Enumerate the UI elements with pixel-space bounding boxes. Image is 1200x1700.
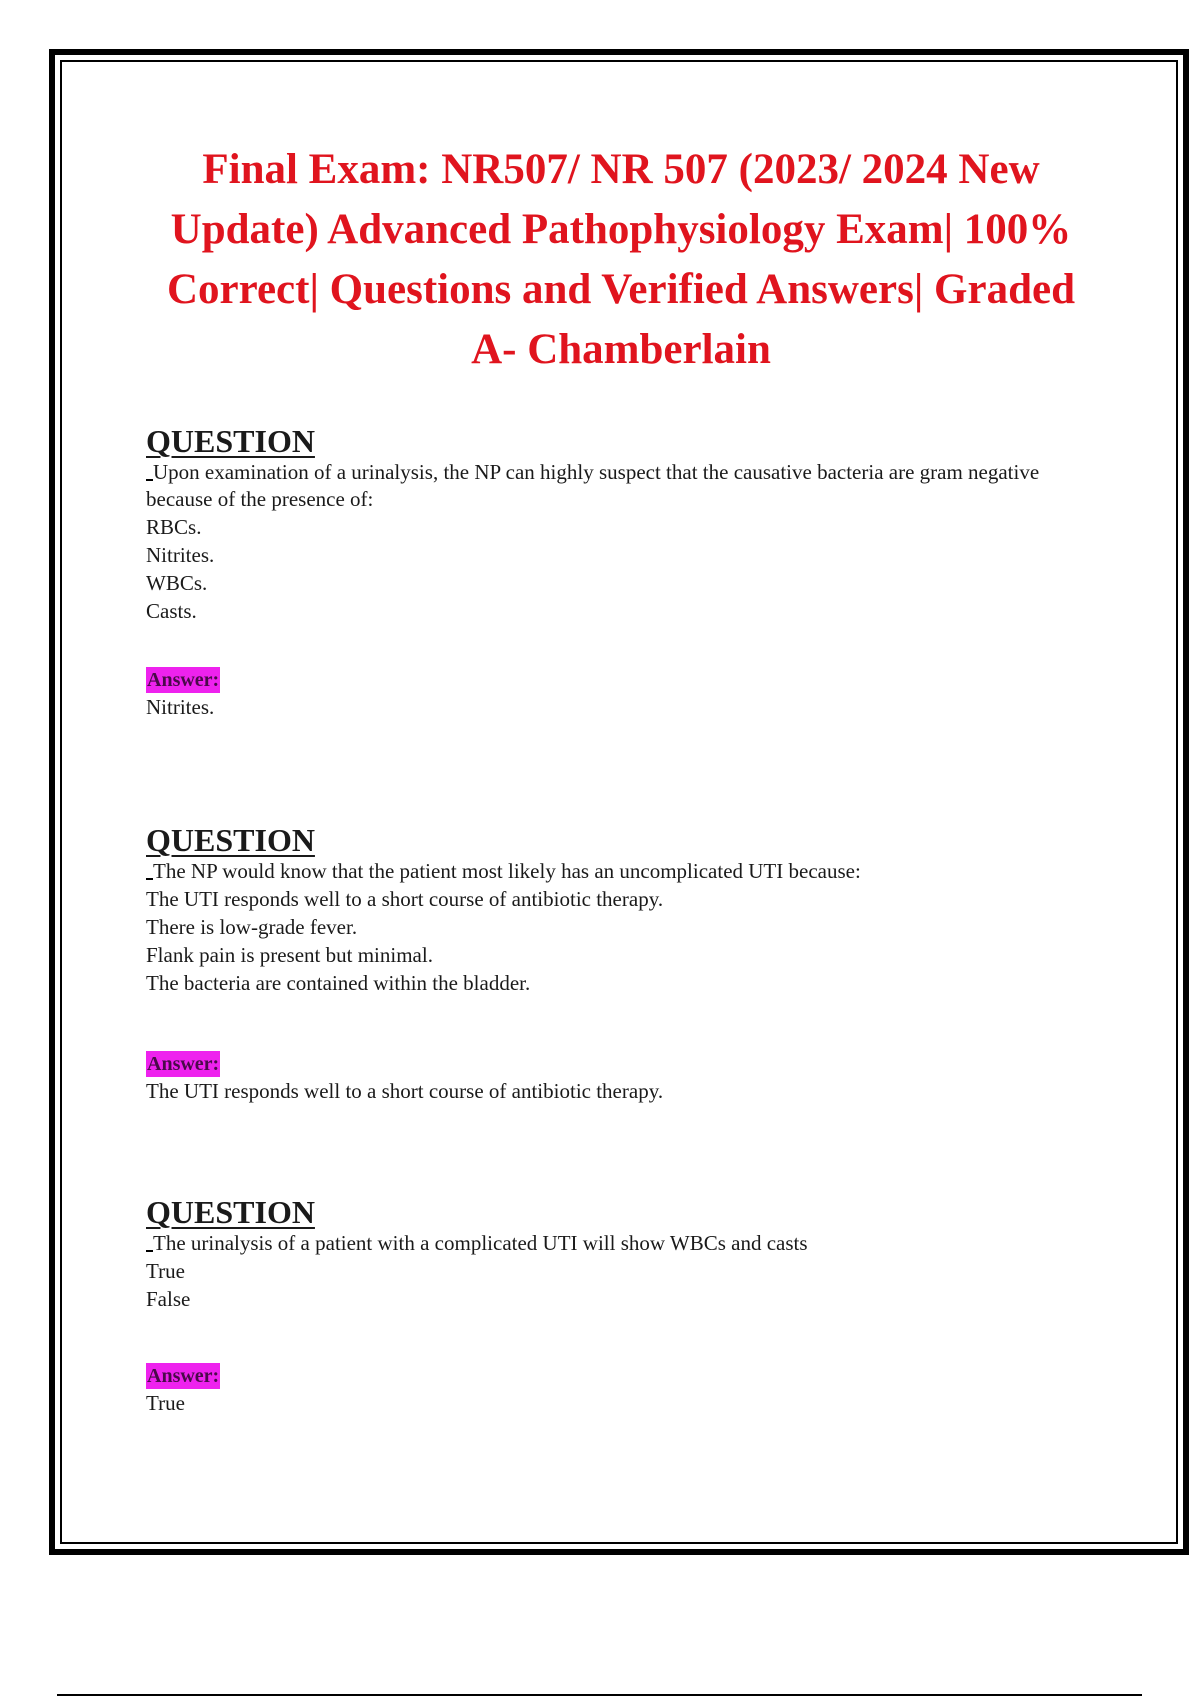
answer-option: There is low-grade fever. — [146, 915, 358, 939]
answer-option: The UTI responds well to a short course of antibiotic therapy. — [146, 887, 664, 911]
answer-option: Casts. — [146, 599, 197, 623]
document-title: Final Exam: NR507/ NR 507 (2023/ 2024 New Update) Advanced Pathophysiology Exam| 100% Correct| Questions and Verified Answers| Graded A- Chamberlain — [167, 146, 1075, 373]
underscore-mark — [146, 1250, 153, 1252]
answer-option: Flank pain is present but minimal. — [146, 943, 433, 967]
footer-divider — [57, 1694, 1142, 1696]
answer-label: Answer: — [147, 669, 220, 691]
answer-text: True — [146, 1391, 185, 1415]
answer-option: The bacteria are contained within the bladder. — [146, 971, 531, 995]
question-text — [146, 1230, 1096, 1257]
question-text-content: The urinalysis of a patient with a complicated UTI will show WBCs and casts — [153, 1231, 808, 1255]
question-text — [146, 459, 1096, 513]
answer-option: WBCs. — [146, 571, 208, 595]
question-block-2 — [146, 822, 1096, 1105]
answer-text: The UTI responds well to a short course of antibiotic therapy. — [146, 1079, 664, 1103]
document-body — [146, 140, 1096, 1415]
question-block-3 — [146, 1194, 1096, 1417]
underscore-mark — [146, 878, 153, 880]
question-text — [146, 858, 1096, 885]
question-heading: QUESTION — [146, 822, 315, 858]
question-text-content: Upon examination of a urinalysis, the NP can highly suspect that the causative bacteria are gram negative because of the presence of: — [146, 460, 1040, 511]
answer-label: Answer: — [147, 1365, 220, 1387]
answer-text: Nitrites. — [146, 695, 215, 719]
answer-option: RBCs. — [146, 515, 202, 539]
answer-option: True — [146, 1259, 185, 1283]
answer-label: Answer: — [147, 1053, 220, 1075]
answer-option: False — [146, 1287, 191, 1311]
question-block-1 — [146, 423, 1096, 721]
question-heading: QUESTION — [146, 423, 315, 459]
answer-option: Nitrites. — [146, 543, 215, 567]
question-heading: QUESTION — [146, 1194, 315, 1230]
question-text-content: The NP would know that the patient most likely has an uncomplicated UTI because: — [153, 859, 861, 883]
underscore-mark — [146, 479, 153, 481]
